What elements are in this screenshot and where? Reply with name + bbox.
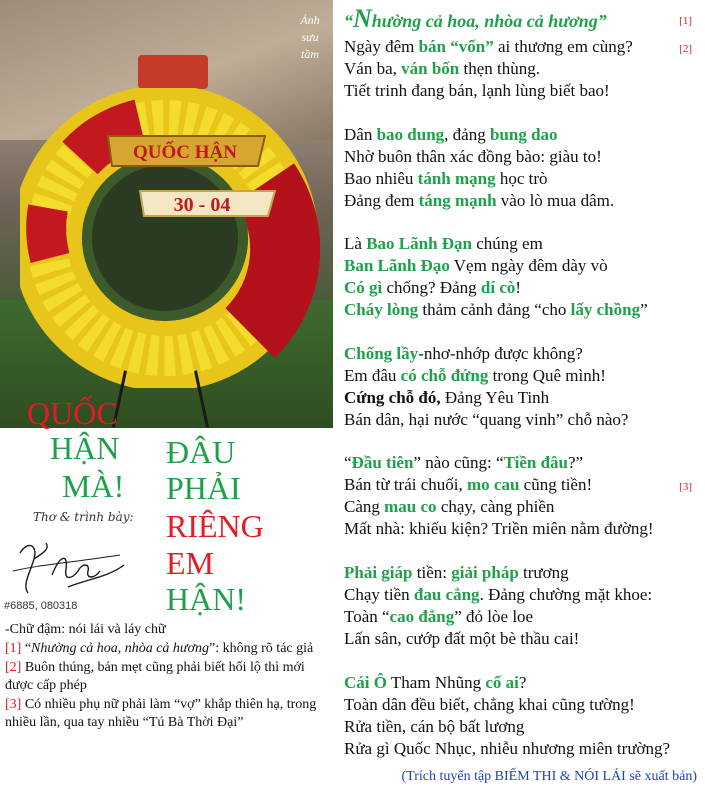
poem-line bbox=[344, 168, 704, 190]
wordplay-highlight: đau cẳng bbox=[413, 584, 480, 604]
poem-text: Càng bbox=[344, 497, 385, 517]
poem-line bbox=[344, 190, 704, 212]
poem-text: tiền: bbox=[412, 562, 452, 582]
poem-text: ai thương em cùng? bbox=[493, 37, 633, 56]
poem-text: Tiết trinh đang bán, lạnh lùng biết bao! bbox=[344, 81, 610, 100]
wordplay-highlight: Cháy lòng bbox=[344, 300, 419, 320]
wordplay-highlight: dí cò bbox=[480, 278, 516, 298]
poem-line bbox=[344, 299, 704, 321]
wordplay-highlight: Ban Lãnh Đạo bbox=[344, 256, 450, 276]
poem-text: Ván ba, bbox=[344, 59, 402, 78]
flower-wreath bbox=[20, 88, 320, 388]
poem-line bbox=[344, 146, 704, 168]
poem-stanzas bbox=[344, 36, 704, 760]
poem-title: “Nhường cả hoa, nhòa cả hương” [1] bbox=[344, 4, 692, 33]
poem-text: trong Quê mình! bbox=[488, 365, 606, 385]
source-note: (Trích tuyển tập BIẾM THI & NÓI LÁI sẽ xuất bản) bbox=[401, 769, 697, 784]
wordplay-highlight: Cứng chỗ đó, bbox=[344, 387, 441, 407]
author-caption: Thơ & trình bày: bbox=[33, 510, 134, 524]
poem-line bbox=[344, 277, 704, 299]
ribbon-text: QUỐC HẬN bbox=[133, 142, 237, 163]
poem-text: vào lò mua dâm. bbox=[496, 190, 615, 210]
wordplay-highlight: có chỗ đứng bbox=[400, 365, 489, 385]
wordplay-highlight: lấy chồng bbox=[570, 300, 641, 320]
title-phai: PHẢI bbox=[166, 470, 241, 506]
poem-line bbox=[344, 233, 704, 255]
poem-line bbox=[344, 738, 704, 760]
poem-line bbox=[344, 36, 704, 58]
wordplay-highlight: Bao Lãnh Đạn bbox=[366, 234, 473, 254]
wordplay-highlight: Tiền đâu bbox=[503, 453, 568, 473]
poem-text: chạy, càng phiền bbox=[436, 497, 555, 517]
poem-text: Là bbox=[344, 234, 367, 254]
poem-text: , đảng bbox=[444, 124, 490, 144]
footnotes bbox=[5, 621, 325, 733]
poem-line bbox=[344, 452, 704, 474]
author-code: #6885, 080318 bbox=[4, 600, 78, 612]
wordplay-highlight: bán “vốn” bbox=[418, 37, 494, 56]
poem-text: Ngày đêm bbox=[344, 37, 419, 56]
poem-text: Toàn dân đều biết, chẳng khai cũng tường! bbox=[344, 694, 635, 714]
ribbon-date: 30 - 04 bbox=[173, 194, 231, 216]
poem-text: học trò bbox=[495, 168, 548, 188]
poem-text: cũng tiền! bbox=[519, 475, 593, 495]
poem-line bbox=[344, 562, 704, 584]
title-dau: ĐÂU bbox=[166, 434, 236, 470]
poem-line bbox=[344, 365, 704, 387]
poem-text: chống? Đảng bbox=[382, 278, 481, 298]
poem-text: Bán dân, hại nước “quang vinh” chỗ nào? bbox=[344, 409, 629, 429]
poem-text: ! bbox=[515, 278, 522, 298]
poem-text: ? bbox=[518, 672, 527, 692]
poem-text: Rửa tiền, cán bộ bất lương bbox=[344, 716, 525, 736]
wordplay-highlight: Phải giáp bbox=[344, 562, 413, 582]
poem-text: Nhờ buôn thân xác đồng bào: giàu to! bbox=[344, 146, 602, 166]
poem-line bbox=[344, 80, 704, 102]
photo-credit: Ảnh sưu tầm bbox=[300, 13, 320, 61]
background-banner bbox=[138, 55, 208, 89]
poem-text: Dân bbox=[344, 124, 377, 144]
poem-line bbox=[344, 343, 704, 365]
title-ma: MÀ! bbox=[62, 468, 125, 504]
poem-line bbox=[344, 255, 704, 277]
note-1: [1] “Nhường cả hoa, nhòa cả hương”: không rõ tác giả bbox=[5, 641, 314, 656]
title-han: HẬN bbox=[50, 430, 120, 466]
footnote-mark: [2] bbox=[679, 43, 692, 55]
poem-text: Mất nhà: khiếu kiện? Triền miên nằm đường! bbox=[344, 519, 654, 539]
wordplay-highlight: Có gì bbox=[344, 278, 383, 298]
footnote-mark-1: [1] bbox=[679, 15, 692, 27]
poem-text: Vẹm ngày đêm dày vò bbox=[449, 256, 608, 276]
wordplay-highlight: tánh mạng bbox=[417, 168, 496, 188]
author-signature bbox=[8, 535, 128, 600]
stanza-gap bbox=[344, 321, 704, 343]
stanza-gap bbox=[344, 540, 704, 562]
poem-text: ” nào cũng: “ bbox=[413, 453, 504, 473]
title-han2: HẬN! bbox=[166, 581, 246, 617]
wordplay-highlight: mo cau bbox=[467, 475, 520, 495]
wordplay-highlight: mau co bbox=[384, 497, 437, 517]
poem-text: ” bbox=[640, 300, 648, 320]
poem-line bbox=[344, 694, 704, 716]
note-2: [2] Buôn thúng, bán mẹt cũng phải biết hối lộ thì mới được cấp phép bbox=[5, 660, 305, 693]
wordplay-highlight: Cái Ô bbox=[344, 672, 387, 692]
poem-text: ” đỏ lòe loe bbox=[454, 606, 534, 626]
wordplay-highlight: cố ai bbox=[485, 672, 519, 692]
poem-line bbox=[344, 474, 704, 496]
poem-line bbox=[344, 58, 704, 80]
wordplay-highlight: bao dung bbox=[376, 124, 445, 144]
wordplay-highlight: cao đẳng bbox=[389, 606, 455, 626]
poem-text: thảm cảnh đảng “cho bbox=[418, 300, 571, 320]
poem-text: Đảng đem bbox=[344, 190, 419, 210]
poem-text: . Đảng chường mặt khoe: bbox=[479, 584, 653, 604]
title-rieng: RIÊNG bbox=[166, 508, 264, 544]
wordplay-highlight: giải pháp bbox=[451, 562, 519, 582]
wordplay-highlight: táng mạnh bbox=[418, 190, 497, 210]
wordplay-highlight: Chống lầy bbox=[344, 343, 419, 363]
poem-text: Bán từ trái chuối, bbox=[344, 475, 467, 495]
poem-line bbox=[344, 518, 704, 540]
poem-text: Bao nhiêu bbox=[344, 168, 418, 188]
poem-text: Đảng Yêu Tinh bbox=[440, 387, 550, 407]
poem-line bbox=[344, 409, 704, 431]
stanza-gap bbox=[344, 212, 704, 234]
title-quoc: QUỐC bbox=[27, 395, 118, 431]
poem-text: Tham Nhũng bbox=[386, 672, 486, 692]
wordplay-highlight: bung dao bbox=[489, 124, 558, 144]
note-bold: -Chữ đậm: nói lái và láy chữ bbox=[5, 622, 166, 637]
poem-text: chúng em bbox=[472, 234, 543, 254]
poem-text: thẹn thùng. bbox=[459, 59, 540, 78]
poem-text: trương bbox=[518, 562, 569, 582]
poem-text: -nhơ-nhớp được không? bbox=[418, 343, 583, 363]
wreath-photo bbox=[0, 0, 333, 431]
poem bbox=[344, 4, 704, 760]
footnote-mark: [3] bbox=[679, 481, 692, 494]
poem-text: Lấn sân, cướp đất một bè thầu cai! bbox=[344, 628, 580, 648]
note-3: [3] Có nhiều phụ nữ phải làm “vợ” khắp thiên hạ, trong nhiều lần, qua tay nhiều “Tú Bà Thời Đại” bbox=[5, 697, 317, 730]
poem-text: ?” bbox=[568, 453, 584, 473]
stanza-gap bbox=[344, 102, 704, 124]
poem-line bbox=[344, 606, 704, 628]
poem-line bbox=[344, 496, 704, 518]
poem-line bbox=[344, 387, 704, 409]
wordplay-highlight: ván bốn bbox=[401, 59, 460, 78]
poem-text: “ bbox=[344, 453, 352, 473]
poem-line bbox=[344, 716, 704, 738]
poem-text: Chạy tiền bbox=[344, 584, 414, 604]
poem-line bbox=[344, 584, 704, 606]
title-em: EM bbox=[166, 545, 214, 581]
poem-line bbox=[344, 672, 704, 694]
poem-line bbox=[344, 124, 704, 146]
poem-line bbox=[344, 628, 704, 650]
stanza-gap bbox=[344, 431, 704, 453]
wordplay-highlight: Đầu tiên bbox=[351, 453, 414, 473]
stanza-gap bbox=[344, 650, 704, 672]
poem-text: Em đâu bbox=[344, 365, 401, 385]
poem-text: Rửa gì Quốc Nhục, nhiễu nhương miên trường? bbox=[344, 738, 671, 758]
poem-text: Toàn “ bbox=[344, 606, 390, 626]
